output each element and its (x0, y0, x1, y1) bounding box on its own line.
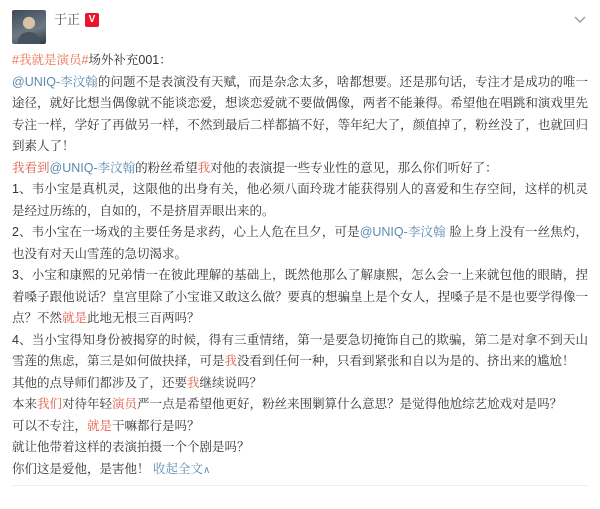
paragraph-1-text: 的问题不是表演没有天赋，而是杂念太多，啥都想要。还是那句话，专注才是成功的唯一途径，就好比想当偶像就不能谈恋爱，想谈恋爱就不要做偶像，两者不能兼得。希望他在唱跳和演戏里先专注一样，学好了再做另一样，不然到最后二样都搞不好，等年纪大了，颜值掉了，粉丝没了，也就回归到素人了！ (12, 74, 588, 153)
paragraph-5-c: 此地无根三百两吗？ (87, 311, 200, 325)
paragraph-5-a: 3、小宝和康熙的兄弟情一在彼此理解的基础上，既然他那么了解康熙，怎么会一上来就包他的眼睛，捏着嗓子跟他说话？皇宫里除了小宝谁又敢这么做？要真的想骗皇上是个女人，捏嗓子是不是也要学得像一点？不然 (12, 268, 588, 325)
content-paragraph-5 (12, 265, 588, 330)
paragraph-4-c: 脸上身上没有一丝焦灼，也没有对天山雪莲的急切渴求。 (12, 225, 589, 261)
chevron-up-icon: ∧ (203, 464, 211, 476)
paragraph-2-d: 我 (197, 160, 211, 175)
content-paragraph-4 (12, 222, 588, 265)
verified-badge-icon: V (85, 13, 99, 27)
chevron-down-icon[interactable] (574, 16, 584, 26)
paragraph-6-c: 没看到任何一种，只看到紧张和自以为是的、挤出来的尴尬！ (237, 354, 575, 368)
paragraph-7-a: 其他的点导师们都涉及了，还要 (12, 375, 188, 390)
paragraph-7-b: 我 (187, 375, 200, 390)
paragraph-8-b: 我们 (37, 397, 63, 411)
author-name[interactable]: 于正 (54, 12, 81, 27)
paragraph-2-a: 我看到 (12, 160, 50, 175)
post-content (12, 50, 588, 481)
paragraph-4-a: 2、韦小宝在一场戏的主要任务是求药，心上人危在旦夕，可是 (12, 225, 360, 239)
content-paragraph-3: 1、韦小宝是真机灵，这限他的出身有关，他必须八面玲珑才能获得别人的喜爱和生存空间，这样的机灵是经过历练的，自如的，不是挤眉弄眼出来的。 (12, 182, 588, 218)
paragraph-2-e: 对他的表演提一些专业性的意见，那么你们听好了： (210, 160, 498, 175)
topic-tag[interactable]: #我就是演员# (12, 53, 89, 67)
content-paragraph-7 (12, 373, 588, 395)
paragraph-8-e: 严一点是希望他更好，粉丝来围剿算什么意思？是觉得他尬综艺尬戏对是吗？ (137, 397, 563, 411)
mention-link-3[interactable]: @UNIQ-李汶翰 (359, 225, 446, 239)
paragraph-11-a: 你们这是爱他，是害他！ (12, 461, 150, 476)
paragraph-9-c: 干嘛都行是吗？ (112, 418, 200, 433)
bottom-divider (12, 485, 588, 486)
mention-link-1[interactable]: @UNIQ-李汶翰 (12, 74, 98, 89)
content-paragraph-2 (12, 158, 588, 180)
paragraph-9-b: 就是 (87, 418, 113, 433)
paragraph-8-c: 对待年轻 (62, 397, 113, 411)
paragraph-8-d: 演员 (112, 397, 138, 411)
content-paragraph-8 (12, 394, 588, 416)
post-header (12, 10, 588, 44)
title-rest: 场外补充001： (88, 53, 172, 67)
content-paragraph-1 (12, 72, 588, 158)
content-paragraph-11 (12, 459, 588, 482)
paragraph-8-a: 本来 (12, 397, 38, 411)
collapse-label: 收起全文 (153, 461, 204, 476)
avatar[interactable] (12, 10, 46, 44)
mention-link-2[interactable]: @UNIQ-李汶翰 (49, 160, 136, 175)
content-line-title (12, 50, 588, 72)
collapse-full-text-button[interactable] (153, 462, 210, 476)
content-paragraph-9 (12, 416, 588, 438)
paragraph-6-b: 我 (224, 354, 238, 368)
content-paragraph-10: 就让他带着这样的表演拍摄一个个剧是吗？ (12, 440, 250, 454)
paragraph-5-b: 就是 (62, 311, 88, 325)
paragraph-7-c: 继续说吗？ (199, 375, 263, 390)
author-block (54, 10, 99, 29)
paragraph-2-c: 的粉丝希望 (135, 160, 198, 175)
paragraph-9-a: 可以不专注， (12, 418, 88, 433)
paragraph-6-a: 4、当小宝得知身份被揭穿的时候，得有三重情绪，第一是要急切掩饰自己的欺骗，第二是对拿不到天山雪莲的焦虑，第三是如何做抉择，可是 (12, 332, 588, 368)
content-paragraph-6 (12, 330, 588, 373)
